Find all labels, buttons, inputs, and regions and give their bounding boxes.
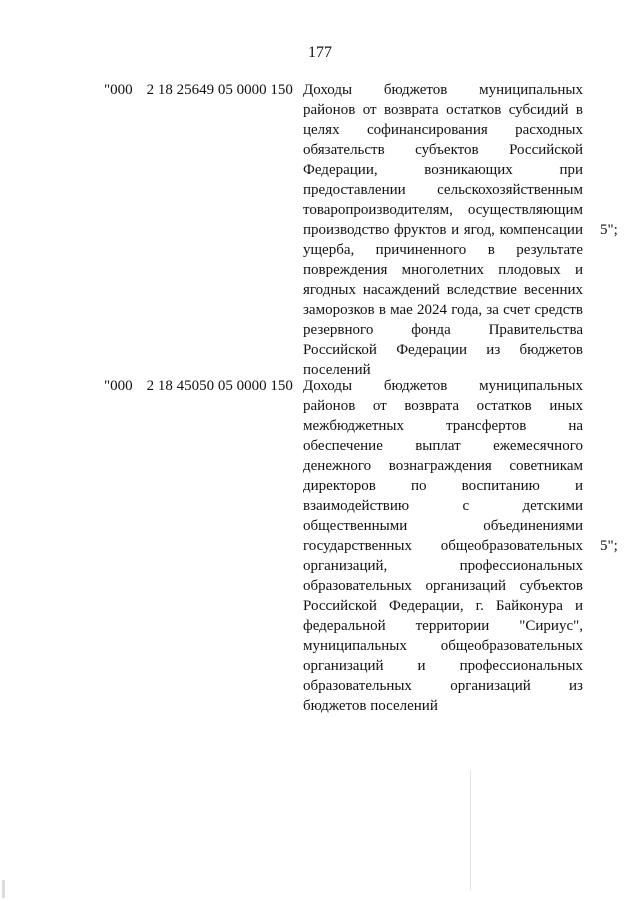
description-line: образовательных организаций субъектов [303, 578, 583, 594]
income-description [303, 80, 583, 380]
description-line: заморозков в мае 2024 года, за счет средств [303, 302, 583, 318]
opening-quote-prefix: "000 [104, 82, 133, 98]
description-line: ягодных насаждений вследствие весенних [303, 282, 583, 298]
scan-artifact-line [470, 770, 471, 890]
description-line: Российской Федерации из бюджетов [303, 342, 583, 358]
description-line: районов от возврата остатков субсидий в [303, 102, 583, 118]
description-line: Доходы бюджетов муниципальных [303, 82, 583, 98]
description-line: целях софинансирования расходных [303, 122, 583, 138]
description-line: организаций и профессиональных [303, 658, 583, 674]
page-number: 177 [308, 44, 332, 61]
opening-quote-prefix: "000 [104, 378, 133, 394]
description-line: общественными объединениями [303, 518, 583, 534]
description-line: директоров по воспитанию и [303, 478, 583, 494]
description-line: Российской Федерации, г. Байконура и [303, 598, 583, 614]
description-line: образовательных организаций из [303, 678, 583, 694]
row-closing-value: 5"; [600, 538, 618, 554]
description-line: межбюджетных трансфертов на [303, 418, 583, 434]
description-line: федеральной территории "Сириус", [303, 618, 583, 634]
description-line: производство фруктов и ягод, компенсации [303, 222, 583, 238]
scan-edge-mark [2, 880, 5, 898]
description-line: предоставлении сельскохозяйственным [303, 182, 583, 198]
description-line: бюджетов поселений [303, 698, 438, 714]
description-line: муниципальных общеобразовательных [303, 638, 583, 654]
description-line: товаропроизводителям, осуществляющим [303, 202, 583, 218]
description-line: денежного вознаграждения советникам [303, 458, 583, 474]
description-line: ущерба, причиненного в результате [303, 242, 583, 258]
description-line: организаций, профессиональных [303, 558, 583, 574]
code-value: 2 18 25649 05 0000 150 [146, 82, 293, 98]
code-value: 2 18 45050 05 0000 150 [146, 378, 293, 394]
description-line: взаимодействию с детскими [303, 498, 583, 514]
budget-classification-code [104, 80, 293, 100]
income-description [303, 376, 583, 716]
description-line: обеспечение выплат ежемесячного [303, 438, 583, 454]
description-line: государственных общеобразовательных [303, 538, 583, 554]
description-line: повреждения многолетних плодовых и [303, 262, 583, 278]
budget-classification-code [104, 376, 293, 396]
description-line: Федерации, возникающих при [303, 162, 583, 178]
description-line: поселений [303, 362, 371, 378]
row-closing-value: 5"; [600, 222, 618, 238]
description-line: Доходы бюджетов муниципальных [303, 378, 583, 394]
description-line: районов от возврата остатков иных [303, 398, 583, 414]
description-line: обязательств субъектов Российской [303, 142, 583, 158]
description-line: резервного фонда Правительства [303, 322, 583, 338]
